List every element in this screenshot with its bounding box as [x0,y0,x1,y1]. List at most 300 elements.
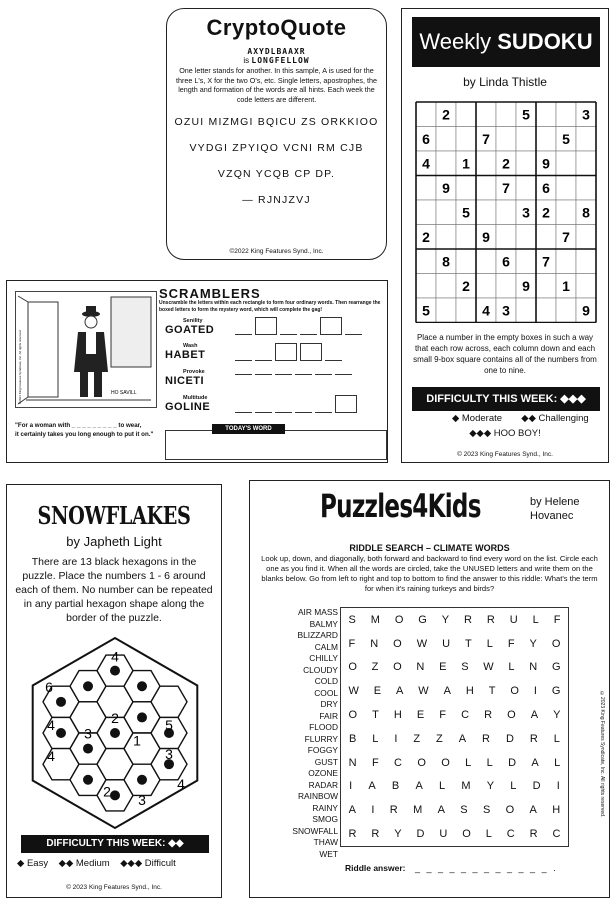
grid-letter[interactable]: U [509,613,518,626]
word-list-item: BLIZZARD [297,630,338,640]
grid-letter[interactable]: C [552,828,561,841]
black-hexagon [110,790,120,800]
sudoku-cell[interactable] [536,225,556,250]
grid-letter[interactable]: W [416,637,428,650]
sudoku-cell[interactable] [456,176,476,201]
grid-letter[interactable]: B [348,732,357,745]
sudoku-cell[interactable] [516,151,536,176]
grid-letter[interactable]: F [553,613,561,626]
grid-letter[interactable]: I [349,780,353,793]
black-hexagon [83,744,93,754]
sudoku-given: 4 [422,155,430,172]
sudoku-cell[interactable] [436,127,456,152]
cryptoquote-copyright: ©2022 King Features Synd., Inc. [229,248,324,255]
grid-letter[interactable]: N [370,637,379,650]
sudoku-given: 5 [422,302,430,319]
sudoku-cell[interactable] [436,298,456,323]
sudoku-given: 2 [442,106,450,123]
sudoku-cell[interactable] [476,176,496,201]
grid-letter[interactable]: A [458,732,467,745]
sudoku-cell[interactable] [536,102,556,127]
grid-letter[interactable]: G [551,685,561,698]
sudoku-given: 9 [522,277,530,294]
sudoku-cell[interactable] [496,127,516,152]
grid-letter[interactable]: O [393,637,402,650]
grid-letter[interactable]: G [418,613,427,626]
word-list-item: THAW [313,837,338,847]
snowflakes-grid [19,630,211,835]
sample-code: AXYDLBAAXR [247,47,306,56]
snowflakes-instructions: There are 13 black hexagons in the puzzle. Place the numbers 1 - 6 around each of them. No number can be repeated in any partial hexagon shape along the border of the puzzle. [15,556,213,624]
grid-letter[interactable]: W [483,661,494,674]
grid-letter[interactable]: L [510,780,517,793]
black-hexagon [83,775,93,785]
grid-letter[interactable]: N [529,661,538,674]
sudoku-given: 6 [502,253,510,270]
grid-letter[interactable]: R [482,732,490,745]
answer-blanks-1[interactable] [235,317,362,335]
sudoku-cell[interactable] [456,127,476,152]
word-list-item: SNOWFALL [292,825,338,836]
cartoon-copyright: ©2023 King Features Syndicate, Inc. All rights reserved. [18,329,22,404]
grid-letter[interactable]: M [413,804,423,817]
sudoku-given: 2 [542,204,550,221]
grid-letter[interactable]: B [391,780,400,793]
grid-letter[interactable]: R [389,804,398,817]
grid-letter[interactable]: F [439,709,447,722]
sudoku-cell[interactable] [576,274,596,299]
grid-letter[interactable]: O [348,661,357,674]
grid-letter[interactable]: R [529,732,538,745]
grid-letter[interactable]: O [417,756,426,769]
grid-letter[interactable]: A [529,804,537,817]
cartoon-caption [15,421,161,439]
scramble-letters: GOLINE [165,401,211,413]
sudoku-given: 3 [522,204,530,221]
grid-row [341,727,568,751]
grid-letter[interactable]: I [394,732,398,745]
grid-letter[interactable]: Y [529,637,537,650]
sudoku-given: 2 [462,277,470,294]
grid-letter[interactable]: T [465,637,472,650]
level-difficult: ◆◆◆ Difficult [120,858,176,869]
sudoku-cell[interactable] [536,298,556,323]
level-challenging: ◆◆ Challenging [521,413,589,424]
snowflake-number: 2 [111,710,119,726]
scramble-hint: Senility [183,318,203,324]
snowflake-number: 4 [47,748,55,765]
word-list [270,607,338,860]
grid-letter[interactable]: R [529,828,538,841]
sudoku-given: 9 [482,228,490,245]
grid-letter[interactable]: D [508,756,517,769]
grid-letter[interactable]: S [348,613,356,626]
grid-letter[interactable]: F [507,637,515,650]
sudoku-cell[interactable] [476,151,496,176]
grid-letter[interactable]: O [348,709,358,722]
scramblers-instructions: Unscramble the letters within each rectangle to form four ordinary words. Then rearrange the boxed letters to form the mystery word, which will complete the gag! [159,300,381,313]
snowflake-number: 3 [84,725,92,742]
snowflake-number: 4 [177,776,185,793]
grid-letter[interactable]: W [418,685,429,698]
grid-letter[interactable]: D [505,732,514,745]
word-list-item: OZONE [308,768,338,778]
grid-letter[interactable]: O [510,685,519,698]
sudoku-cell[interactable] [496,200,516,225]
sudoku-cell[interactable] [456,298,476,323]
grid-letter[interactable]: N [416,661,425,674]
riddle-answer-label: Riddle answer: [345,863,406,873]
word-list-item: SMOG [312,814,338,824]
word-list-item: RAINY [312,802,338,813]
grid-letter[interactable]: M [370,613,380,626]
sample-line [167,56,386,65]
sudoku-cell[interactable] [436,151,456,176]
grid-letter[interactable]: R [484,709,493,722]
sample-is: is [243,56,250,65]
grid-row [341,679,568,703]
snowflakes-byline: by Japheth Light [66,534,162,549]
grid-row [341,798,568,822]
sudoku-cell[interactable] [456,225,476,250]
riddle-search-subtitle: RIDDLE SEARCH – CLIMATE WORDS [349,543,510,553]
word-list-item: CALM [314,641,338,652]
sudoku-instructions: Place a number in the empty boxes in such a way that each row across, each column down and each small 9-box square contains all of the numbers from one to nine. [413,333,597,375]
snowflake-number: 1 [133,732,141,749]
word-list-item: RAINBOW [297,791,338,801]
word-list-item: CLOUDY [303,664,338,675]
grid-letter[interactable]: W [348,685,359,698]
scramble-letters: GOATED [165,324,215,336]
grid-letter[interactable]: H [552,804,561,817]
sudoku-given: 3 [582,106,590,123]
sudoku-cell[interactable] [436,200,456,225]
level-medium: ◆◆ Medium [58,858,110,869]
grid-letter[interactable]: L [372,732,379,745]
snowflake-number: 3 [138,791,146,808]
sudoku-cell[interactable] [556,249,576,274]
snowflakes-title: SNOWFLAKES [37,501,191,530]
grid-letter[interactable]: O [462,828,471,841]
grid-letter[interactable]: Z [371,661,379,674]
grid-letter[interactable]: E [373,685,382,698]
grid-letter[interactable]: O [505,804,515,817]
grid-letter[interactable]: T [372,709,379,722]
snowflakes-levels [17,858,217,869]
black-hexagon [137,681,147,691]
grid-letter[interactable]: S [482,804,491,817]
grid-letter[interactable]: L [486,756,493,769]
sudoku-given: 8 [442,253,450,270]
sudoku-given: 9 [442,179,450,196]
sudoku-given: 5 [522,106,530,123]
sudoku-cell[interactable] [476,274,496,299]
sudoku-given: 7 [562,228,570,245]
scramble-word-2 [165,343,205,361]
sudoku-cell[interactable] [476,102,496,127]
crypto-line-1: OZUI MIZMGI BQICU ZS ORKKIOO [174,116,379,128]
answer-blanks-4[interactable] [235,395,357,413]
grid-letter[interactable]: M [461,780,471,793]
grid-letter[interactable]: C [461,709,470,722]
sudoku-cell[interactable] [516,225,536,250]
grid-letter[interactable]: O [441,756,450,769]
grid-letter[interactable]: L [465,756,472,769]
black-hexagon [56,697,66,707]
word-list-item: FLOOD [309,722,338,732]
grid-letter[interactable]: G [551,661,561,674]
word-list-item: CHILLY [309,653,338,663]
grid-letter[interactable]: L [554,756,561,769]
grid-letter[interactable]: C [506,828,515,841]
sudoku-panel [401,8,609,463]
black-hexagon [56,728,66,738]
sudoku-cell[interactable] [456,249,476,274]
sudoku-cell[interactable] [576,249,596,274]
sudoku-cell[interactable] [516,249,536,274]
scramble-hint: Multitude [183,395,208,401]
sudoku-banner [412,17,600,67]
word-list-item: COOL [314,687,338,698]
scramble-word-1 [165,318,214,336]
grid-letter[interactable]: C [394,756,402,769]
sudoku-cell[interactable] [556,176,576,201]
cartoon-signature: HO SAVILL [111,390,137,396]
sudoku-cell[interactable] [496,274,516,299]
grid-letter[interactable]: E [416,709,425,722]
snowflake-number: 3 [165,746,173,763]
cryptoquote-panel [166,8,387,260]
kids-byline [530,495,580,523]
sudoku-given: 1 [462,155,470,172]
scramblers-panel [6,280,388,463]
todays-word-label: TODAY'S WORD [212,424,285,434]
sudoku-given: 7 [542,253,550,270]
grid-letter[interactable]: L [486,637,493,650]
grid-letter[interactable]: O [507,709,516,722]
scramble-hint: Provoke [183,369,205,375]
sudoku-byline: by Linda Thistle [463,75,547,89]
grid-letter[interactable]: I [556,780,560,793]
grid-letter[interactable]: S [461,661,469,674]
grid-letter[interactable]: L [508,661,515,674]
grid-letter[interactable]: Y [553,709,561,722]
answer-blanks-3[interactable] [235,373,352,375]
crypto-line-3: VZQN YCQB CP DP. [217,168,336,180]
grid-letter[interactable]: A [396,685,404,698]
sudoku-cell[interactable] [416,249,436,274]
snowflakes-difficulty: DIFFICULTY THIS WEEK: ◆◆ [21,835,209,853]
grid-letter[interactable]: O [394,613,404,626]
sudoku-cell[interactable] [576,225,596,250]
answer-blanks-2[interactable] [235,343,342,361]
grid-letter[interactable]: F [348,637,356,650]
byline-line-1: by Helene [530,496,580,508]
sudoku-grid [415,101,597,323]
grid-letter[interactable]: D [532,780,541,793]
grid-letter[interactable]: Z [413,732,421,745]
sudoku-cell[interactable] [516,127,536,152]
grid-letter[interactable]: Y [441,613,450,626]
snowflake-number: 5 [165,717,173,733]
grid-row [341,608,568,632]
sudoku-cell[interactable] [436,225,456,250]
sudoku-cell[interactable] [576,176,596,201]
sudoku-cell[interactable] [496,102,516,127]
sudoku-given: 2 [422,228,430,245]
grid-letter[interactable]: L [439,780,446,793]
grid-letter[interactable]: U [439,828,448,841]
grid-letter[interactable]: S [460,804,468,817]
sudoku-difficulty: DIFFICULTY THIS WEEK: ◆◆◆ [412,387,600,411]
black-hexagon [137,775,147,785]
cryptoquote-description: One letter stands for another. In this sample, A is used for the three L's, X for the two O's, etc. Single letters, apostrophes, the length and formation of the words are all hints. Each week the code letters are different. [176,66,377,104]
caption-part-3: it certainly takes you long enough to put it on." [15,431,154,438]
byline-line-2: Hovanec [530,510,574,522]
grid-letter[interactable]: Z [436,732,443,745]
sudoku-cell[interactable] [556,298,576,323]
grid-row [341,656,568,680]
sudoku-cell[interactable] [476,249,496,274]
sudoku-cell[interactable] [556,200,576,225]
riddle-instructions: Look up, down, and diagonally, both forward and backward to find every word on the list. Circle each one as you find it. When all the words are circled, take the UNUSED letters and write them on the blanks below. Go from left to right and top to bottom to find the answer to this riddle: What's the term for when it's raining turkeys and birds? [261,554,598,593]
puzzles4kids-title: Puzzles4Kids [320,487,481,525]
sudoku-cell[interactable] [536,127,556,152]
sudoku-cell[interactable] [476,200,496,225]
sudoku-copyright: © 2023 King Features Synd., Inc. [457,451,553,458]
grid-letter[interactable]: Y [486,780,495,793]
sudoku-given: 3 [502,302,510,319]
grid-letter[interactable]: L [532,613,539,626]
word-list-item: DRY [320,699,338,709]
sudoku-cell[interactable] [416,274,436,299]
cartoon-image [15,291,157,408]
sudoku-title-bold: SUDOKU [497,29,593,54]
grid-letter[interactable]: A [368,780,376,793]
grid-row [341,822,568,846]
snowflakes-copyright: © 2023 King Features Synd., Inc. [66,884,162,891]
grid-letter[interactable]: L [553,732,560,745]
sudoku-given: 8 [582,204,590,221]
snowflake-number: 4 [47,717,55,733]
scramblers-title: SCRAMBLERS [159,286,261,301]
puzzles4kids-panel [249,480,610,898]
sudoku-cell[interactable] [536,274,556,299]
grid-letter[interactable]: A [531,756,539,769]
caption-blanks: _ _ _ _ _ _ _ _ _ [71,422,117,429]
sudoku-title-light: Weekly [419,29,492,54]
sudoku-given: 7 [502,179,510,196]
grid-letter[interactable]: O [393,661,402,674]
grid-row [341,775,568,799]
sudoku-cell[interactable] [576,151,596,176]
word-list-item: RADAR [308,779,338,790]
kids-side-copyright: ©2023 King Features Syndicate, Inc. All rights reserved. [599,691,605,818]
grid-letter[interactable]: I [533,685,537,698]
sudoku-cell[interactable] [436,274,456,299]
word-list-item: GUST [314,756,338,767]
sudoku-cell[interactable] [556,102,576,127]
grid-letter[interactable]: A [443,685,451,698]
sudoku-cell[interactable] [516,298,536,323]
grid-letter[interactable]: I [371,804,375,817]
scramble-word-3 [165,369,205,387]
sudoku-given: 6 [542,179,550,196]
sudoku-given: 9 [542,155,550,172]
word-list-item: BALMY [309,618,338,629]
crypto-line-4: — RJNJZVJ [242,194,311,206]
sudoku-cell[interactable] [416,176,436,201]
caption-part-1: "For a woman with [15,422,71,429]
grid-letter[interactable]: R [348,828,357,841]
grid-letter[interactable]: A [348,804,357,817]
sudoku-cell[interactable] [556,151,576,176]
grid-letter[interactable]: H [465,685,474,698]
caption-part-2: to wear, [118,422,142,429]
snowflake-number: 6 [45,678,53,695]
scramble-letters: NICETI [165,375,205,387]
word-search-grid [340,607,569,847]
grid-row [341,632,568,656]
sudoku-cell[interactable] [496,225,516,250]
sudoku-given: 1 [562,277,570,294]
grid-letter[interactable]: A [415,780,423,793]
grid-letter[interactable]: R [371,828,380,841]
grid-letter[interactable]: U [442,637,451,650]
snowflake-number: 2 [103,783,111,800]
sudoku-cell[interactable] [416,102,436,127]
scramble-word-4 [165,395,210,413]
sudoku-cell[interactable] [416,200,436,225]
sudoku-given: 2 [502,155,510,172]
grid-row [341,751,568,775]
word-list-item: FLURRY [304,733,338,744]
grid-letter[interactable]: N [348,756,357,769]
black-hexagon [110,728,120,738]
sudoku-cell[interactable] [576,127,596,152]
sudoku-given: 9 [582,302,590,319]
grid-letter[interactable]: F [371,756,379,769]
level-easy: ◆ Easy [17,858,49,869]
grid-letter[interactable]: A [530,709,539,722]
sudoku-given: 4 [482,302,490,319]
scramble-letters: HABET [165,349,206,361]
word-list-item: COLD [314,676,338,686]
grid-letter[interactable]: H [393,709,402,722]
todays-word-box[interactable] [165,430,387,460]
grid-letter[interactable]: O [551,637,561,650]
sudoku-cell[interactable] [516,176,536,201]
sudoku-given: 5 [462,204,470,221]
grid-letter[interactable]: Y [394,828,402,841]
grid-letter[interactable]: L [485,828,492,841]
cryptoquote-title: CryptoQuote [206,15,347,40]
grid-letter[interactable]: R [486,613,495,626]
grid-letter[interactable]: T [488,685,496,698]
grid-row [341,703,568,727]
snowflakes-panel [6,484,222,898]
level-hooboy: ◆◆◆ HOO BOY! [469,428,541,439]
sudoku-cell[interactable] [456,102,476,127]
grid-letter[interactable]: D [416,828,425,841]
grid-letter[interactable]: A [437,804,445,817]
grid-letter[interactable]: E [439,661,447,674]
grid-letter[interactable]: R [464,613,472,626]
riddle-answer-blanks[interactable]: _ _ _ _ _ _ _ _ _ _ _ _ . [415,863,558,873]
snowflake-number: 4 [111,648,119,665]
black-hexagon [83,681,93,691]
scramble-hint: Wash [183,343,198,349]
